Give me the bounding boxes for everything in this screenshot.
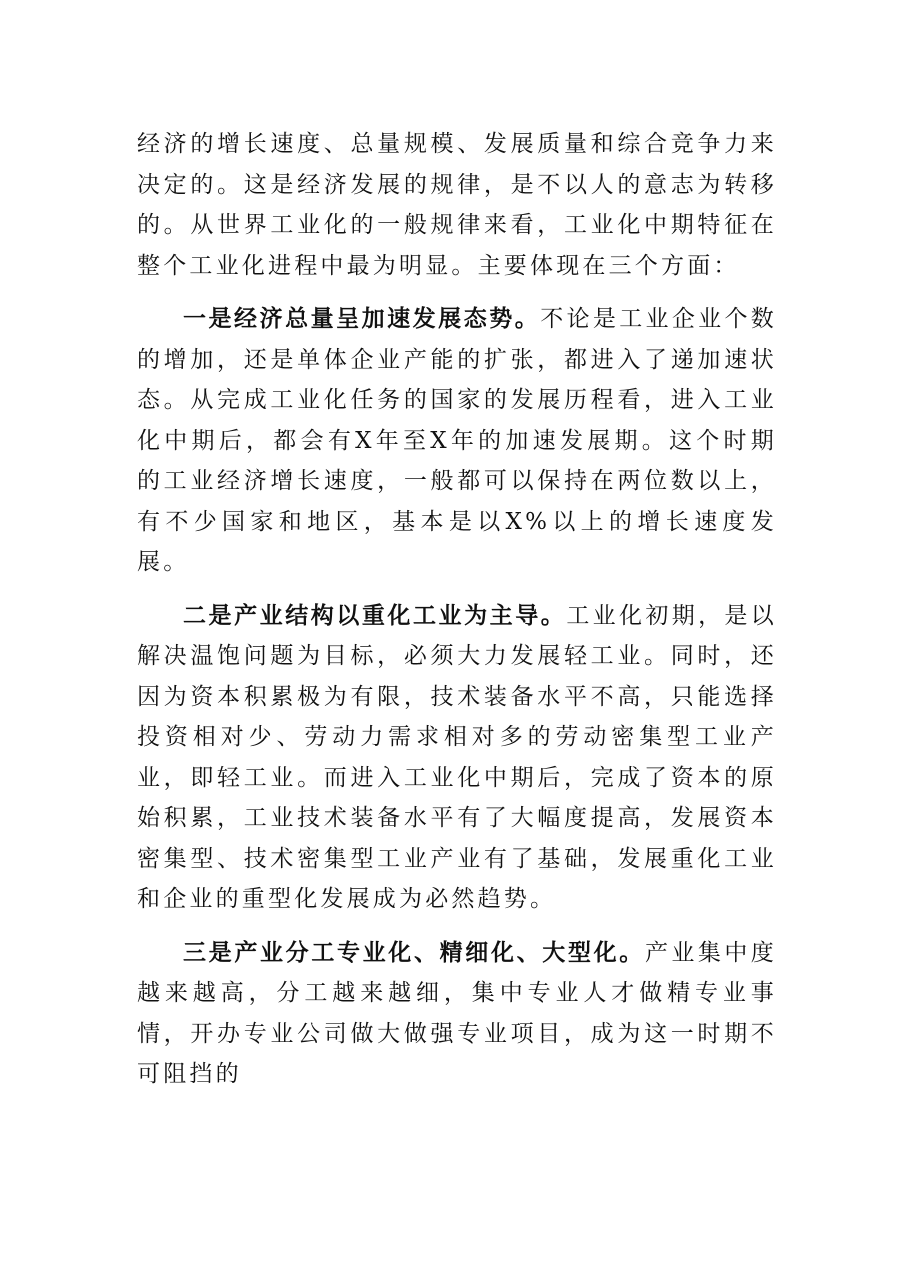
paragraph-heading: 一是经济总量呈加速发展态势。 [183,306,541,332]
paragraph-text: 经济的增长速度、总量规模、发展质量和综合竞争力来决定的。这是经济发展的规律，是不以人的意志为转移的。从世界工业化的一般规律来看，工业化中期特征在整个工业化进程中最为明显。主要体现在三个方面： [137,131,777,279]
paragraph-point-two [137,596,777,920]
paragraph-heading: 二是产业结构以重化工业为主导。 [183,602,567,629]
paragraph-intro [137,124,777,286]
paragraph-text: 工业化初期，是以解决温饱问题为目标，必须大力发展轻工业。同时，还因为资本积累极为有限，技术装备水平不高，只能选择投资相对少、劳动力需求相对多的劳动密集型工业产业，即轻工业。而进入工业化中期后，完成了资本的原始积累，工业技术装备水平有了大幅度提高，发展资本密集型、技术密集型工业产业有了基础，发展重化工业和企业的重型化发展成为必然趋势。 [137,602,777,912]
paragraph-text: 不论是工业企业个数的增加，还是单体企业产能的扩张，都进入了递加速状态。从完成工业化任务的国家的发展历程看，进入工业化中期后，都会有X年至X年的加速发展期。这个时期的工业经济增长速度，一般都可以保持在两位数以上，有不少国家和地区，基本是以X%以上的增长速度发展。 [137,306,777,575]
paragraph-point-one [137,299,777,583]
document-page [137,124,777,1095]
paragraph-heading: 三是产业分工专业化、精细化、大型化。 [183,939,645,966]
paragraph-text: 产业集中度越来越高，分工越来越细，集中专业人才做精专业事情，开办专业公司做大做强专业项目，成为这一时期不可阻挡的 [137,939,778,1087]
paragraph-point-three [137,933,777,1095]
